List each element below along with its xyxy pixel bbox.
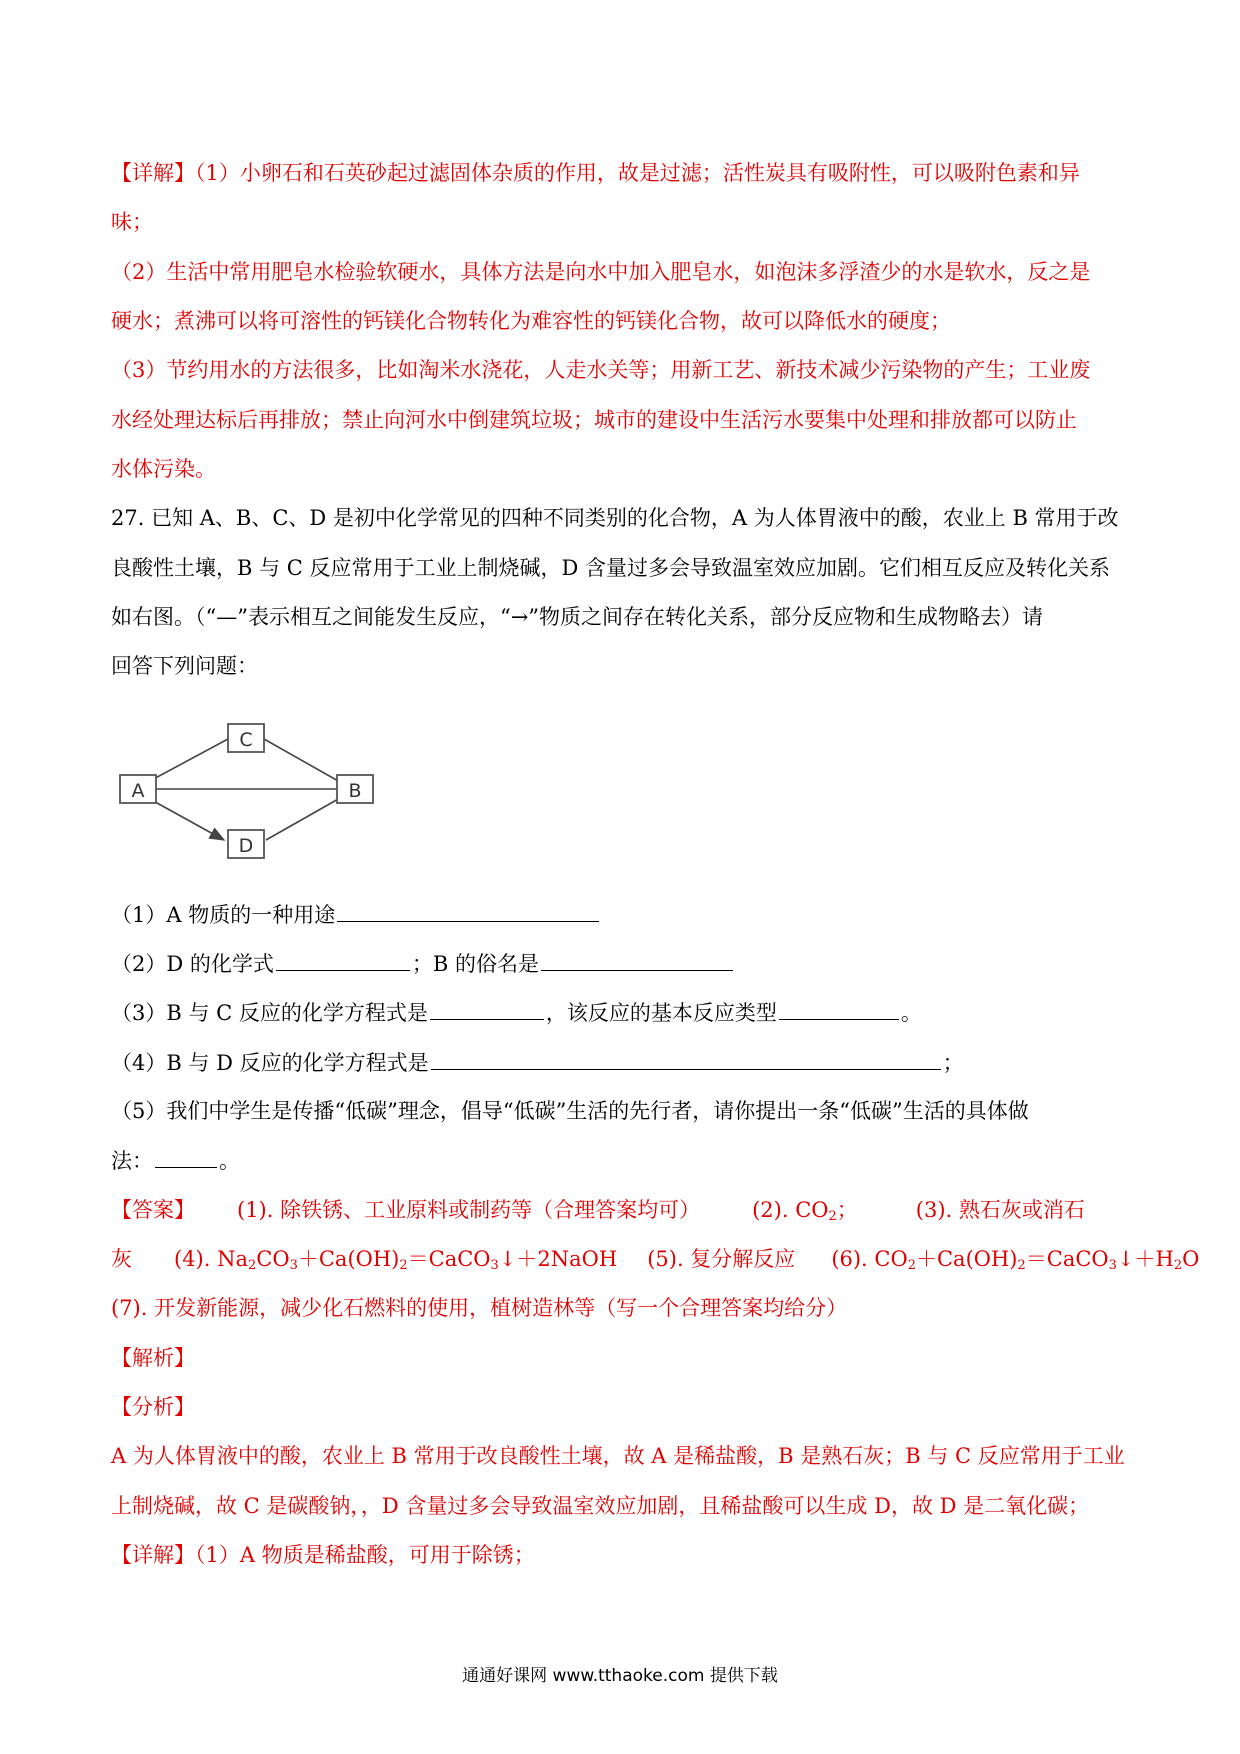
analysis-line-2: 上制烧碱，故 C 是碳酸钠，，D 含量过多会导致温室效应加剧，且稀盐酸可以生成 D，故 D 是二氧化碳； <box>111 1494 1090 1518</box>
detail-line-7: 水体污染。 <box>111 457 216 481</box>
question-line-3: 如右图。（“—”表示相互之间能发生反应，“→”物质之间存在转化关系，部分反应物和生成物略去）请 <box>111 605 1044 629</box>
subquestion-4: （4）B 与 D 反应的化学方程式是 ； <box>111 1047 1136 1078</box>
question-line-2: 良酸性土壤，B 与 C 反应常用于工业上制烧碱，D 含量过多会导致温室效应加剧。它们相互反应及转化关系 <box>111 556 1111 580</box>
detail-line-5: （3）节约用水的方法很多，比如淘米水浇花，人走水关等；用新工艺、新技术减少污染物的产生；工业废 <box>111 358 1091 382</box>
answer-line-2: 灰 (4). $Na_2CO_3+Ca(OH)_2=CaCO_3↓+2NaOH$ (5). 复分解反应 (6). $CO_2+Ca(OH)_2=CaCO_3↓+H_2O$ <box>111 1247 1200 1273</box>
detail-line-1: 【详解】（1）小卵石和石英砂起过滤固体杂质的作用，故是过滤；活性炭具有吸附性，可以吸附色素和异 <box>111 161 1080 185</box>
question-line-1: 27. 已知 A、B、C、D 是初中化学常见的四种不同类别的化合物，A 为人体胃液中的酸，农业上 B 常用于改 <box>111 506 1119 530</box>
node-c <box>228 724 264 752</box>
edge-c-b <box>264 739 340 782</box>
subquestion-5-line-2: 法： 。 <box>111 1145 1136 1176</box>
answer-blank-3b[interactable] <box>779 997 899 1020</box>
page-footer: 通通好课网 www.tthaoke.com 提供下载 <box>462 1666 778 1686</box>
node-d <box>228 830 264 858</box>
subquestion-5-line-1: （5）我们中学生是传播“低碳”理念，倡导“低碳”生活的先行者，请你提出一条“低碳”生活的具体做 <box>111 1099 1029 1123</box>
answer-blank-3a[interactable] <box>430 997 544 1020</box>
answer-blank-2a[interactable] <box>276 948 410 971</box>
subquestion-2: （2）D 的化学式 ；B 的俗名是 <box>111 948 1136 979</box>
analysis-detail-line: 【详解】（1）A 物质是稀盐酸，可用于除锈； <box>111 1543 535 1567</box>
answer-blank-1[interactable] <box>337 899 599 922</box>
svg-text:B: B <box>348 780 362 802</box>
subquestion-1: （1）A 物质的一种用途 <box>111 899 1136 930</box>
edge-a-d-arrow <box>148 798 224 840</box>
subquestion-3: （3）B 与 C 反应的化学方程式是 ，该反应的基本反应类型 。 <box>111 997 1136 1028</box>
edge-b-d <box>266 798 340 840</box>
answer-blank-4[interactable] <box>431 1047 941 1070</box>
svg-text:A: A <box>131 780 145 802</box>
analysis-label: 【解析】 <box>111 1346 195 1370</box>
node-a <box>120 775 156 803</box>
answer-line-3: (7). 开发新能源，减少化石燃料的使用，植树造林等（写一个合理答案均给分） <box>111 1296 848 1320</box>
answer-blank-2b[interactable] <box>541 948 733 971</box>
question-line-4: 回答下列问题： <box>111 654 258 678</box>
answer-blank-5[interactable] <box>155 1145 217 1168</box>
detail-line-3: （2）生活中常用肥皂水检验软硬水，具体方法是向水中加入肥皂水，如泡沫多浮渣少的水是软水，反之是 <box>111 260 1091 284</box>
detail-line-2: 味； <box>111 210 153 234</box>
answer-line-1: 【答案】 (1). 除铁锈、工业原料或制药等（合理答案均可） (2). $CO_2$； (3). 熟石灰或消石 <box>111 1198 1085 1224</box>
edge-a-c <box>148 739 228 782</box>
relationship-diagram <box>118 712 388 872</box>
svg-text:C: C <box>239 729 253 751</box>
analysis-fenxi-label: 【分析】 <box>111 1395 195 1419</box>
detail-line-6: 水经处理达标后再排放；禁止向河水中倒建筑垃圾；城市的建设中生活污水要集中处理和排放都可以防止 <box>111 408 1077 432</box>
node-b <box>337 775 373 803</box>
answer-label: 【答案】 <box>111 1198 195 1222</box>
detail-line-4: 硬水；煮沸可以将可溶性的钙镁化合物转化为难容性的钙镁化合物，故可以降低水的硬度； <box>111 309 951 333</box>
svg-text:D: D <box>238 835 254 857</box>
analysis-line-1: A 为人体胃液中的酸，农业上 B 常用于改良酸性土壤，故 A 是稀盐酸，B 是熟石灰；B 与 C 反应常用于工业 <box>111 1444 1125 1468</box>
